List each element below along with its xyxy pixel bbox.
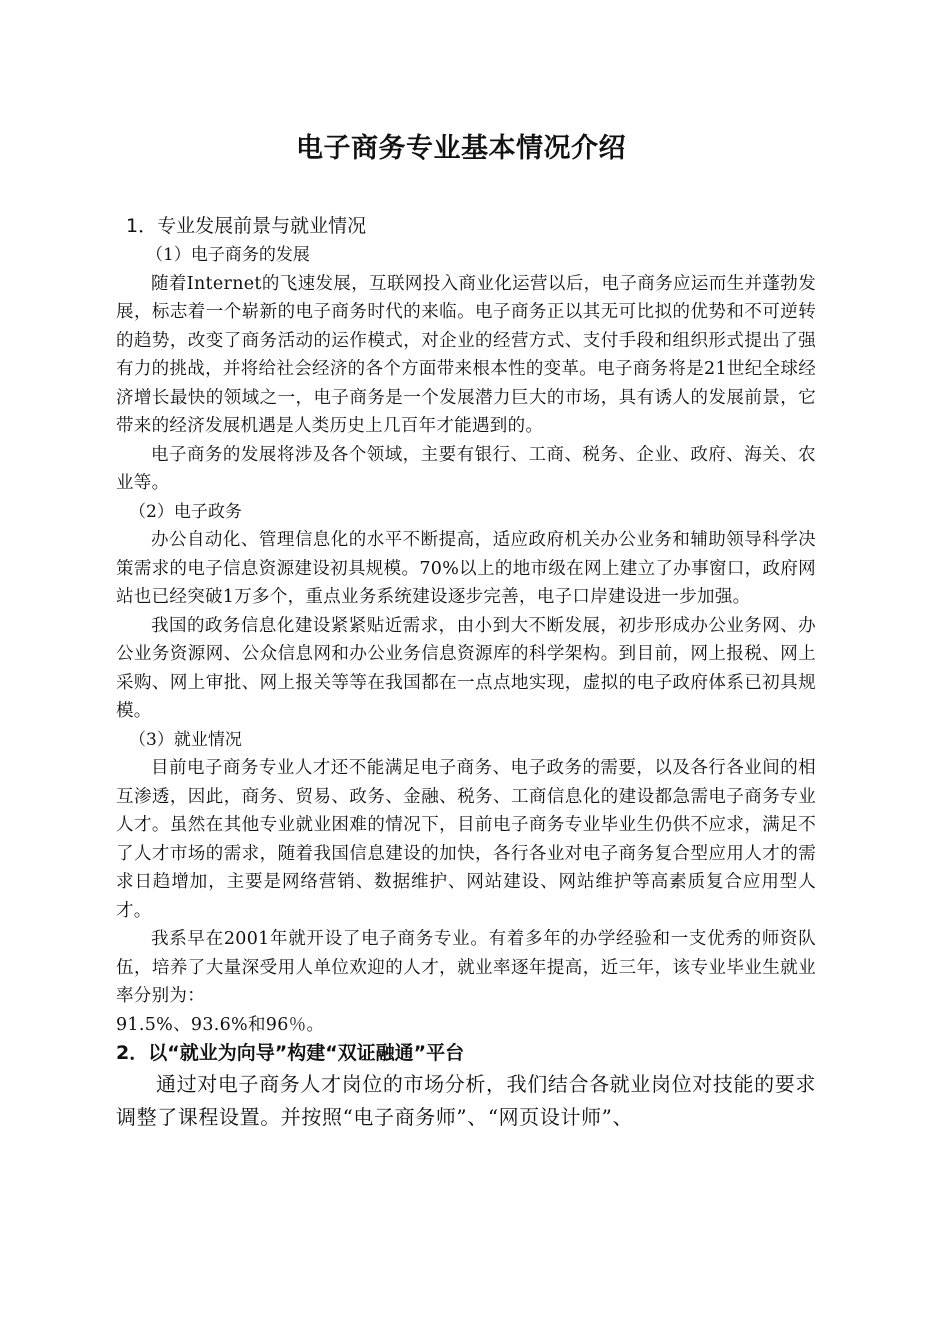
employment-rates: 91.5%、93.6%和96％。 (116, 1014, 325, 1035)
paragraph: 电子商务的发展将涉及各个领域，主要有银行、工商、税务、企业、政府、海关、农业等。 (116, 444, 816, 493)
paragraph: 我国的政务信息化建设紧紧贴近需求，由小到大不断发展，初步形成办公业务网、办公业务资源网、公众信息网和办公业务信息资源库的科学架构。到目前，网上报税、网上采购、网上审批、网上报关等等在我国都在一点点地实现，虚拟的电子政府体系已初具规模。 (116, 615, 816, 721)
subsection-2-heading: （2）电子政务 (129, 501, 242, 522)
section-2-heading: 2．以“就业为向导”构建“双证融通”平台 (116, 1042, 465, 1064)
document-body (116, 212, 816, 1134)
paragraph: 我系早在2001年就开设了电子商务专业。有着多年的办学经验和一支优秀的师资队伍，培养了大量深受用人单位欢迎的人才，就业率逐年提高，近三年，该专业毕业生就业率分别为： (116, 929, 816, 1006)
subsection-3-heading: （3）就业情况 (129, 729, 242, 750)
section-1-heading: 1．专业发展前景与就业情况 (126, 215, 367, 237)
paragraph: 通过对电子商务人才岗位的市场分析，我们结合各就业岗位对技能的要求调整了课程设置。并按照“电子商务师”、“网页设计师”、 (116, 1072, 816, 1129)
document-title: 电子商务专业基本情况介绍 (296, 133, 626, 164)
paragraph: 办公自动化、管理信息化的水平不断提高，适应政府机关办公业务和辅助领导科学决策需求的电子信息资源建设初具规模。70%以上的地市级在网上建立了办事窗口，政府网站也已经突破1万多个，重点业务系统建设逐步完善，电子口岸建设进一步加强。 (116, 530, 816, 607)
paragraph: 随着Internet的飞速发展，互联网投入商业化运营以后，电子商务应运而生并蓬勃发展，标志着一个崭新的电子商务时代的来临。电子商务正以其无可比拟的优势和不可逆转的趋势，改变了商务活动的运作模式，对企业的经营方式、支付手段和组织形式提出了强有力的挑战，并将给社会经济的各个方面带来根本性的变革。电子商务将是21世纪全球经济增长最快的领域之一，电子商务是一个发展潜力巨大的市场，具有诱人的发展前景，它带来的经济发展机遇是人类历史上几百年才能遇到的。 (116, 273, 816, 436)
paragraph: 目前电子商务专业人才还不能满足电子商务、电子政务的需要，以及各行各业间的相互渗透，因此，商务、贸易、政务、金融、税务、工商信息化的建设都急需电子商务专业人才。虽然在其他专业就业困难的情况下，目前电子商务专业毕业生仍供不应求，满足不了人才市场的需求，随着我国信息建设的加快，各行各业对电子商务复合型应用人才的需求日趋增加，主要是网络营销、数据维护、网站建设、网站维护等高素质复合应用型人才。 (116, 758, 816, 921)
subsection-1-heading: （1）电子商务的发展 (146, 245, 310, 265)
